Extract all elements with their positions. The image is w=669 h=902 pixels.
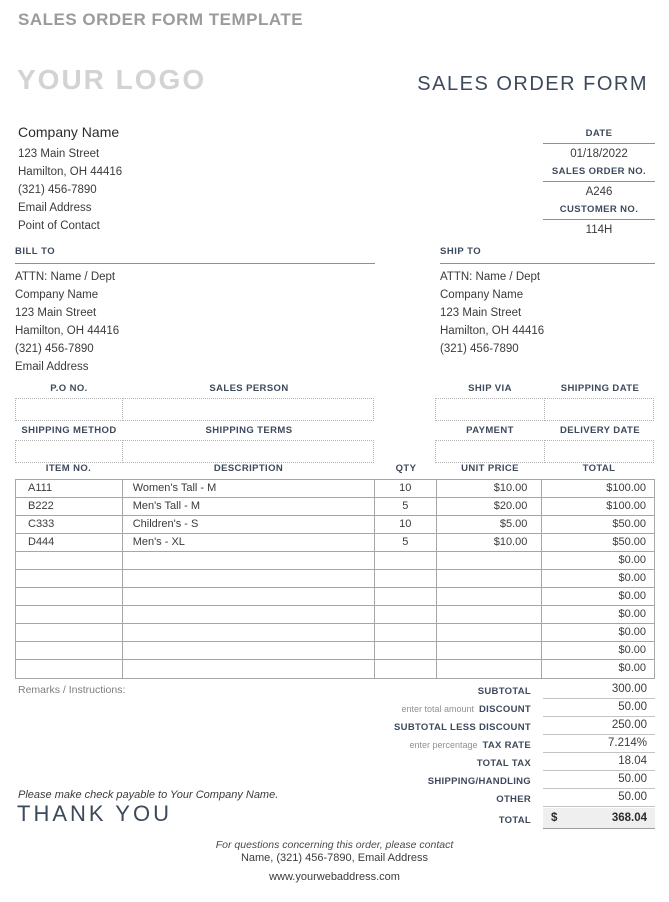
tax-rate-value: 7.214% (543, 735, 655, 753)
tax-rate-helper: enter percentage (409, 740, 478, 750)
description-cell (123, 606, 375, 623)
item-no-cell (16, 570, 123, 587)
ship-to-phone: (321) 456-7890 (440, 343, 519, 355)
total-cell: $0.00 (618, 554, 647, 566)
sales-person-input[interactable] (122, 398, 374, 421)
table-row (16, 498, 654, 516)
unit-price-cell (437, 660, 543, 678)
subtotal-value: 300.00 (543, 681, 655, 699)
qty-cell (375, 570, 437, 587)
shipping-terms-label: SHIPPING TERMS (205, 425, 293, 436)
order-fields-left (15, 383, 375, 463)
total-cell: $0.00 (618, 608, 647, 620)
unit-price-cell: $5.00 (437, 516, 543, 533)
bill-to-attn: ATTN: Name / Dept (15, 271, 116, 283)
form-title: SALES ORDER FORM (417, 73, 648, 95)
other-row (325, 789, 655, 807)
qty-cell (375, 588, 437, 605)
ship-to-city: Hamilton, OH 44416 (440, 325, 545, 337)
unit-price-cell: $10.00 (437, 480, 543, 497)
table-row-empty (16, 624, 654, 642)
item-no-cell (16, 642, 123, 659)
company-street: 123 Main Street (18, 148, 100, 160)
table-row-empty (16, 588, 654, 606)
table-row-empty (16, 570, 654, 588)
description-cell: Men's Tall - M (123, 498, 375, 515)
unit-price-cell (437, 606, 543, 623)
other-value: 50.00 (543, 789, 655, 807)
subtotal-less-discount-row (325, 717, 655, 735)
unit-price-header: UNIT PRICE (461, 463, 519, 474)
description-cell (123, 624, 375, 641)
total-cell: $0.00 (618, 626, 647, 638)
sales-order-no-value: A246 (585, 186, 613, 198)
table-row-empty (16, 606, 654, 624)
description-cell (123, 642, 375, 659)
qty-cell: 5 (375, 498, 437, 515)
ship-to-company: Company Name (440, 289, 524, 301)
item-no-cell (16, 588, 123, 605)
total-tax-row (325, 753, 655, 771)
ship-to-section (440, 246, 655, 358)
total-cell: $50.00 (612, 518, 647, 530)
shipping-method-input[interactable] (15, 440, 123, 463)
table-row-empty (16, 660, 654, 678)
discount-value: 50.00 (543, 699, 655, 717)
po-no-label: P.O NO. (50, 383, 88, 394)
ship-to-street: 123 Main Street (440, 307, 522, 319)
customer-no-label: CUSTOMER NO. (543, 204, 655, 220)
unit-price-cell (437, 624, 543, 641)
table-row-empty (16, 552, 654, 570)
shipping-date-input[interactable] (544, 398, 654, 421)
description-cell (123, 552, 375, 569)
logo-placeholder: YOUR LOGO (17, 64, 207, 95)
grand-total-label: TOTAL (498, 814, 531, 826)
shipping-handling-label: SHIPPING/HANDLING (427, 776, 531, 787)
customer-no-value: 114H (585, 224, 613, 236)
sales-order-no-field (543, 166, 655, 204)
description-cell (123, 588, 375, 605)
totals-section (325, 681, 655, 829)
unit-price-cell: $20.00 (437, 498, 543, 515)
ship-via-label: SHIP VIA (468, 383, 512, 394)
total-cell: $0.00 (618, 590, 647, 602)
payment-label: PAYMENT (466, 425, 514, 436)
grand-total-box (543, 808, 655, 829)
table-row (16, 480, 654, 498)
tax-rate-label: TAX RATE (482, 740, 531, 751)
company-city: Hamilton, OH 44416 (18, 166, 123, 178)
bill-to-email: Email Address (15, 361, 89, 373)
company-info-block (18, 122, 122, 235)
unit-price-cell (437, 588, 543, 605)
bill-to-company: Company Name (15, 289, 99, 301)
qty-cell (375, 642, 437, 659)
company-name: Company Name (18, 124, 120, 140)
item-no-cell (16, 606, 123, 623)
unit-price-cell: $10.00 (437, 534, 543, 551)
payment-input[interactable] (435, 440, 545, 463)
qty-cell: 10 (375, 516, 437, 533)
subtotal-label: SUBTOTAL (477, 686, 531, 697)
description-cell: Men's - XL (123, 534, 375, 551)
description-cell: Women's Tall - M (123, 480, 375, 497)
contact-note: For questions concerning this order, please contact (215, 839, 454, 851)
delivery-date-label: DELIVERY DATE (560, 425, 640, 436)
item-no-cell: A111 (16, 480, 123, 497)
total-cell: $50.00 (612, 536, 647, 548)
total-cell: $0.00 (618, 644, 647, 656)
item-no-cell: B222 (16, 498, 123, 515)
item-no-header: ITEM NO. (45, 463, 92, 474)
description-cell (123, 660, 375, 678)
description-cell: Children's - S (123, 516, 375, 533)
total-cell: $0.00 (618, 662, 647, 674)
bill-to-phone: (321) 456-7890 (15, 343, 94, 355)
item-no-cell (16, 552, 123, 569)
total-tax-label: TOTAL TAX (476, 758, 531, 769)
unit-price-cell (437, 570, 543, 587)
bill-to-section (15, 246, 375, 376)
shipping-terms-input[interactable] (122, 440, 374, 463)
date-field (543, 128, 655, 166)
grand-total-value: 368.04 (611, 812, 647, 824)
delivery-date-input[interactable] (544, 440, 654, 463)
po-no-input[interactable] (15, 398, 123, 421)
qty-cell (375, 624, 437, 641)
contact-details: Name, (321) 456-7890, Email Address (240, 852, 429, 864)
website-url: www.yourwebaddress.com (269, 871, 400, 883)
table-row (16, 516, 654, 534)
discount-helper: enter total amount (401, 704, 474, 714)
other-label: OTHER (496, 794, 531, 805)
item-no-cell (16, 624, 123, 641)
items-table (15, 463, 655, 679)
item-no-cell: C333 (16, 516, 123, 533)
date-label: DATE (543, 128, 655, 144)
ship-to-attn: ATTN: Name / Dept (440, 271, 541, 283)
total-tax-value: 18.04 (543, 753, 655, 771)
total-cell: $0.00 (618, 572, 647, 584)
subtotal-less-discount-label: SUBTOTAL LESS DISCOUNT (394, 722, 531, 733)
discount-row (325, 699, 655, 717)
date-value: 01/18/2022 (570, 148, 628, 160)
total-cell: $100.00 (606, 482, 647, 494)
bill-to-city: Hamilton, OH 44416 (15, 325, 120, 337)
subtotal-row (325, 681, 655, 699)
page-title: SALES ORDER FORM TEMPLATE (18, 10, 304, 29)
item-no-cell: D444 (16, 534, 123, 551)
unit-price-cell (437, 552, 543, 569)
shipping-method-label: SHIPPING METHOD (21, 425, 117, 436)
customer-no-field (543, 204, 655, 242)
shipping-handling-value: 50.00 (543, 771, 655, 789)
sales-order-no-label: SALES ORDER NO. (543, 166, 655, 182)
table-row (16, 534, 654, 552)
total-header: TOTAL (582, 463, 616, 474)
unit-price-cell (437, 642, 543, 659)
company-phone: (321) 456-7890 (18, 184, 97, 196)
shipping-date-label: SHIPPING DATE (560, 383, 640, 394)
discount-label: DISCOUNT (478, 704, 531, 715)
ship-via-input[interactable] (435, 398, 545, 421)
thank-you-text: THANK YOU (17, 801, 172, 826)
total-cell: $100.00 (606, 500, 647, 512)
currency-symbol: $ (551, 812, 558, 824)
qty-cell (375, 552, 437, 569)
qty-cell (375, 606, 437, 623)
table-row-empty (16, 642, 654, 660)
shipping-handling-row (325, 771, 655, 789)
bill-to-heading: BILL TO (15, 246, 375, 264)
company-email: Email Address (18, 202, 92, 214)
description-header: DESCRIPTION (213, 463, 284, 474)
subtotal-less-discount-value: 250.00 (543, 717, 655, 735)
order-fields-right (435, 383, 655, 463)
qty-cell (375, 660, 437, 678)
tax-rate-row (325, 735, 655, 753)
company-contact: Point of Contact (18, 220, 100, 232)
grand-total-row (325, 808, 655, 829)
bill-to-street: 123 Main Street (15, 307, 97, 319)
ship-to-heading: SHIP TO (440, 246, 655, 264)
payable-note: Please make check payable to Your Company Name. (18, 789, 279, 801)
item-no-cell (16, 660, 123, 678)
remarks-label: Remarks / Instructions: (18, 684, 126, 696)
qty-cell: 10 (375, 480, 437, 497)
description-cell (123, 570, 375, 587)
qty-cell: 5 (375, 534, 437, 551)
items-table-header (15, 463, 655, 479)
order-meta-block (543, 128, 655, 242)
sales-person-label: SALES PERSON (209, 383, 289, 394)
qty-header: QTY (395, 463, 417, 474)
